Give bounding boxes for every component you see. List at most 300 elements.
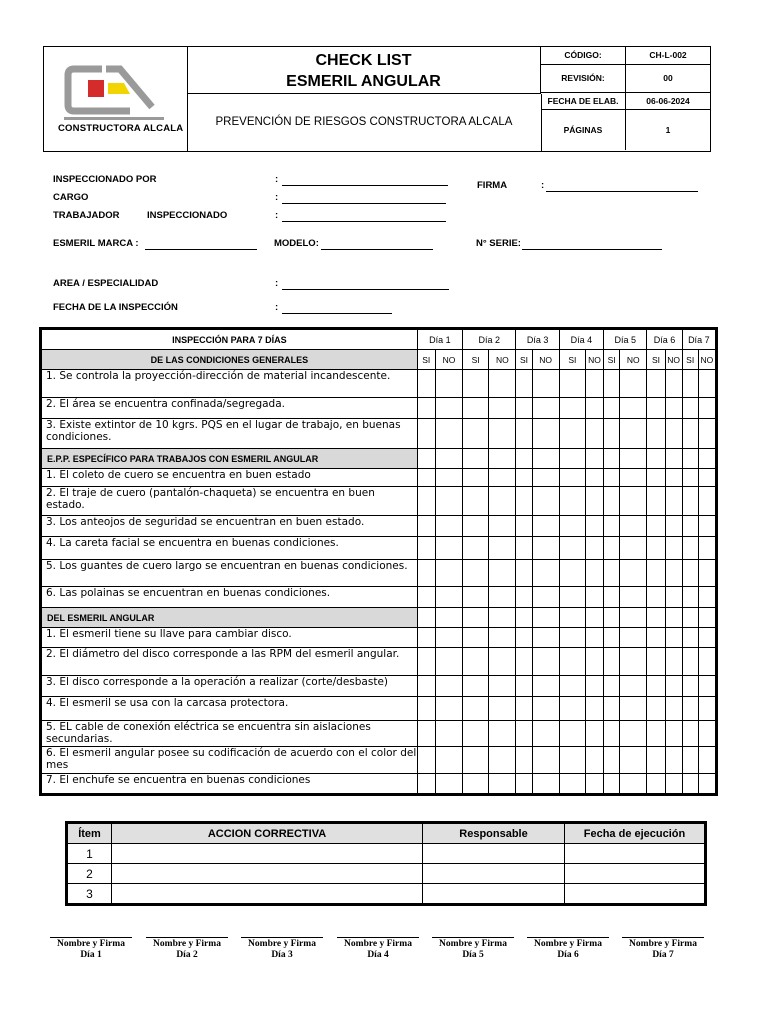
signature-block[interactable] — [146, 937, 228, 961]
si-checkbox[interactable] — [463, 587, 489, 608]
si-checkbox[interactable] — [647, 469, 665, 487]
checklist-item — [42, 560, 716, 587]
no-checkbox[interactable] — [698, 697, 715, 721]
checklist-table — [39, 327, 718, 796]
signature-day: Día 4 — [367, 950, 389, 960]
esmeril-section-title: DEL ESMERIL ANGULAR — [42, 608, 418, 628]
section-row — [42, 608, 716, 628]
no-checkbox[interactable] — [532, 560, 559, 587]
si-checkbox[interactable] — [559, 697, 585, 721]
no-checkbox[interactable] — [665, 587, 682, 608]
no-checkbox[interactable] — [698, 487, 715, 516]
si-checkbox[interactable] — [417, 676, 435, 697]
no-checkbox[interactable] — [698, 537, 715, 560]
si-checkbox[interactable] — [647, 697, 665, 721]
no-checkbox[interactable] — [665, 774, 682, 794]
si-checkbox[interactable] — [647, 516, 665, 537]
no-checkbox[interactable] — [665, 469, 682, 487]
no-checkbox[interactable] — [620, 628, 647, 648]
si-checkbox[interactable] — [463, 516, 489, 537]
si-checkbox[interactable] — [647, 587, 665, 608]
no-checkbox[interactable] — [585, 398, 603, 419]
checklist-item — [42, 721, 716, 747]
si-checkbox[interactable] — [417, 697, 435, 721]
no-checkbox[interactable] — [698, 469, 715, 487]
no-checkbox[interactable] — [620, 469, 647, 487]
si-checkbox[interactable] — [516, 676, 532, 697]
no-checkbox[interactable] — [585, 516, 603, 537]
no-checkbox[interactable] — [489, 648, 516, 676]
no-checkbox[interactable] — [532, 398, 559, 419]
si-checkbox[interactable] — [516, 774, 532, 794]
si-checkbox[interactable] — [463, 487, 489, 516]
no-checkbox[interactable] — [532, 648, 559, 676]
empty-cell — [682, 608, 698, 628]
corrective-actions-table — [65, 821, 707, 906]
si-checkbox[interactable] — [604, 516, 620, 537]
no-checkbox[interactable] — [585, 469, 603, 487]
no-checkbox[interactable] — [665, 487, 682, 516]
si-checkbox[interactable] — [682, 516, 698, 537]
document-header — [43, 46, 711, 152]
no-checkbox[interactable] — [435, 587, 462, 608]
si-checkbox[interactable] — [516, 747, 532, 774]
accion-cell[interactable] — [112, 884, 423, 904]
si-checkbox[interactable] — [647, 487, 665, 516]
no-header: NO — [532, 350, 559, 370]
si-checkbox[interactable] — [559, 516, 585, 537]
si-checkbox[interactable] — [559, 747, 585, 774]
si-checkbox[interactable] — [463, 419, 489, 449]
no-checkbox[interactable] — [435, 370, 462, 398]
no-checkbox[interactable] — [698, 370, 715, 398]
no-checkbox[interactable] — [620, 676, 647, 697]
si-checkbox[interactable] — [463, 774, 489, 794]
no-checkbox[interactable] — [489, 587, 516, 608]
checklist-item — [42, 587, 716, 608]
si-checkbox[interactable] — [559, 487, 585, 516]
no-checkbox[interactable] — [489, 747, 516, 774]
si-checkbox[interactable] — [647, 370, 665, 398]
responsable-cell[interactable] — [423, 844, 565, 864]
signature-day: Día 3 — [271, 950, 293, 960]
signature-block[interactable] — [527, 937, 609, 961]
no-checkbox[interactable] — [620, 648, 647, 676]
no-checkbox[interactable] — [585, 721, 603, 747]
si-checkbox[interactable] — [559, 398, 585, 419]
inspeccionado-por-field[interactable] — [282, 174, 448, 186]
no-checkbox[interactable] — [698, 747, 715, 774]
checklist-item — [42, 628, 716, 648]
no-checkbox[interactable] — [585, 487, 603, 516]
no-checkbox[interactable] — [665, 537, 682, 560]
checklist-item — [42, 516, 716, 537]
si-checkbox[interactable] — [559, 370, 585, 398]
si-checkbox[interactable] — [682, 697, 698, 721]
checklist-item — [42, 747, 716, 774]
si-checkbox[interactable] — [647, 774, 665, 794]
checklist-item — [42, 419, 716, 449]
no-checkbox[interactable] — [489, 537, 516, 560]
si-checkbox[interactable] — [682, 560, 698, 587]
codigo-value: CH-L-002 — [626, 47, 711, 64]
si-checkbox[interactable] — [463, 697, 489, 721]
si-checkbox[interactable] — [682, 648, 698, 676]
no-checkbox[interactable] — [585, 648, 603, 676]
no-checkbox[interactable] — [489, 676, 516, 697]
no-checkbox[interactable] — [489, 516, 516, 537]
si-checkbox[interactable] — [682, 537, 698, 560]
no-checkbox[interactable] — [585, 537, 603, 560]
no-checkbox[interactable] — [532, 537, 559, 560]
empty-cell — [647, 608, 665, 628]
no-checkbox[interactable] — [698, 587, 715, 608]
no-checkbox[interactable] — [698, 398, 715, 419]
si-checkbox[interactable] — [682, 774, 698, 794]
si-checkbox[interactable] — [516, 648, 532, 676]
si-checkbox[interactable] — [516, 537, 532, 560]
no-checkbox[interactable] — [620, 487, 647, 516]
item-number: 1 — [68, 844, 112, 864]
si-checkbox[interactable] — [417, 721, 435, 747]
no-checkbox[interactable] — [585, 697, 603, 721]
no-checkbox[interactable] — [435, 697, 462, 721]
si-checkbox[interactable] — [417, 560, 435, 587]
no-checkbox[interactable] — [698, 628, 715, 648]
no-checkbox[interactable] — [620, 370, 647, 398]
accion-cell[interactable] — [112, 864, 423, 884]
si-checkbox[interactable] — [647, 419, 665, 449]
si-checkbox[interactable] — [516, 697, 532, 721]
no-checkbox[interactable] — [585, 560, 603, 587]
no-checkbox[interactable] — [665, 560, 682, 587]
signature-label: Nombre y Firma — [153, 939, 221, 949]
empty-cell — [698, 608, 715, 628]
si-checkbox[interactable] — [417, 774, 435, 794]
si-checkbox[interactable] — [604, 747, 620, 774]
no-checkbox[interactable] — [489, 469, 516, 487]
no-checkbox[interactable] — [489, 487, 516, 516]
area-field[interactable] — [282, 278, 449, 290]
no-checkbox[interactable] — [620, 419, 647, 449]
no-checkbox[interactable] — [620, 398, 647, 419]
item-text: 4. La careta facial se encuentra en buenas condiciones. — [42, 537, 418, 560]
no-checkbox[interactable] — [665, 747, 682, 774]
empty-cell — [532, 608, 559, 628]
colon: : — [275, 192, 279, 203]
signature-block[interactable] — [337, 937, 419, 961]
no-checkbox[interactable] — [585, 419, 603, 449]
no-checkbox[interactable] — [620, 587, 647, 608]
no-checkbox[interactable] — [532, 628, 559, 648]
si-checkbox[interactable] — [682, 587, 698, 608]
no-checkbox[interactable] — [435, 469, 462, 487]
no-checkbox[interactable] — [698, 721, 715, 747]
empty-cell — [516, 608, 532, 628]
si-checkbox[interactable] — [463, 721, 489, 747]
no-checkbox[interactable] — [620, 774, 647, 794]
si-checkbox[interactable] — [604, 676, 620, 697]
si-checkbox[interactable] — [682, 469, 698, 487]
no-checkbox[interactable] — [620, 721, 647, 747]
si-checkbox[interactable] — [604, 721, 620, 747]
empty-cell — [620, 449, 647, 469]
fecha-cell[interactable] — [565, 884, 705, 904]
si-checkbox[interactable] — [559, 721, 585, 747]
si-checkbox[interactable] — [417, 628, 435, 648]
no-checkbox[interactable] — [532, 721, 559, 747]
no-checkbox[interactable] — [489, 697, 516, 721]
item-text: 3. El disco corresponde a la operación a realizar (corte/desbaste) — [42, 676, 418, 697]
no-checkbox[interactable] — [698, 560, 715, 587]
paginas-label: PÁGINAS — [541, 109, 626, 150]
si-checkbox[interactable] — [604, 537, 620, 560]
fecha-inspeccion-field[interactable] — [282, 302, 392, 314]
si-checkbox[interactable] — [604, 697, 620, 721]
item-text: 3. Existe extintor de 10 kgrs. PQS en el lugar de trabajo, en buenas condiciones. — [42, 419, 418, 449]
no-checkbox[interactable] — [585, 587, 603, 608]
si-checkbox[interactable] — [463, 628, 489, 648]
si-checkbox[interactable] — [417, 398, 435, 419]
si-checkbox[interactable] — [463, 676, 489, 697]
no-checkbox[interactable] — [665, 721, 682, 747]
si-checkbox[interactable] — [516, 370, 532, 398]
no-checkbox[interactable] — [435, 628, 462, 648]
day-header: Día 1 — [417, 330, 462, 350]
no-checkbox[interactable] — [532, 370, 559, 398]
no-checkbox[interactable] — [435, 419, 462, 449]
no-checkbox[interactable] — [435, 747, 462, 774]
si-checkbox[interactable] — [463, 469, 489, 487]
si-checkbox[interactable] — [463, 370, 489, 398]
item-number: 2 — [68, 864, 112, 884]
codigo-label: CÓDIGO: — [541, 47, 626, 64]
trabajador-field[interactable] — [282, 210, 446, 222]
si-checkbox[interactable] — [682, 419, 698, 449]
fecha-cell[interactable] — [565, 864, 705, 884]
si-checkbox[interactable] — [647, 628, 665, 648]
si-checkbox[interactable] — [647, 721, 665, 747]
no-header: NO — [435, 350, 462, 370]
responsable-cell[interactable] — [423, 884, 565, 904]
empty-cell — [489, 449, 516, 469]
no-checkbox[interactable] — [665, 516, 682, 537]
si-checkbox[interactable] — [604, 587, 620, 608]
si-checkbox[interactable] — [647, 537, 665, 560]
no-checkbox[interactable] — [435, 648, 462, 676]
no-checkbox[interactable] — [532, 487, 559, 516]
si-checkbox[interactable] — [604, 628, 620, 648]
empty-cell — [682, 449, 698, 469]
si-checkbox[interactable] — [463, 648, 489, 676]
checklist-item — [42, 398, 716, 419]
fecha-cell[interactable] — [565, 844, 705, 864]
si-checkbox[interactable] — [604, 774, 620, 794]
si-checkbox[interactable] — [516, 469, 532, 487]
si-checkbox[interactable] — [682, 721, 698, 747]
n-serie-field[interactable] — [522, 238, 662, 250]
si-checkbox[interactable] — [647, 648, 665, 676]
no-checkbox[interactable] — [435, 774, 462, 794]
no-checkbox[interactable] — [698, 516, 715, 537]
si-checkbox[interactable] — [647, 398, 665, 419]
trabajador-label: TRABAJADOR — [53, 210, 120, 221]
no-checkbox[interactable] — [489, 721, 516, 747]
no-checkbox[interactable] — [435, 560, 462, 587]
revision-value: 00 — [626, 64, 711, 92]
firma-field[interactable] — [546, 180, 698, 192]
no-checkbox[interactable] — [435, 721, 462, 747]
si-checkbox[interactable] — [682, 370, 698, 398]
cargo-label: CARGO — [53, 192, 89, 203]
no-checkbox[interactable] — [665, 398, 682, 419]
si-checkbox[interactable] — [516, 587, 532, 608]
si-checkbox[interactable] — [417, 419, 435, 449]
checklist-item — [42, 487, 716, 516]
si-checkbox[interactable] — [463, 560, 489, 587]
no-checkbox[interactable] — [489, 398, 516, 419]
cargo-field[interactable] — [282, 192, 446, 204]
si-checkbox[interactable] — [604, 398, 620, 419]
no-checkbox[interactable] — [435, 516, 462, 537]
no-checkbox[interactable] — [532, 587, 559, 608]
si-checkbox[interactable] — [463, 537, 489, 560]
no-checkbox[interactable] — [585, 747, 603, 774]
si-checkbox[interactable] — [417, 487, 435, 516]
si-checkbox[interactable] — [516, 516, 532, 537]
si-checkbox[interactable] — [417, 516, 435, 537]
si-checkbox[interactable] — [559, 469, 585, 487]
col-item: Ítem — [68, 824, 112, 844]
signature-block[interactable] — [432, 937, 514, 961]
firma-label: FIRMA — [477, 180, 508, 191]
no-header: NO — [665, 350, 682, 370]
no-checkbox[interactable] — [620, 697, 647, 721]
no-checkbox[interactable] — [698, 676, 715, 697]
si-checkbox[interactable] — [417, 537, 435, 560]
empty-cell — [532, 449, 559, 469]
si-checkbox[interactable] — [559, 537, 585, 560]
signature-block[interactable] — [50, 937, 132, 961]
si-checkbox[interactable] — [604, 648, 620, 676]
si-checkbox[interactable] — [516, 560, 532, 587]
si-checkbox[interactable] — [417, 370, 435, 398]
no-checkbox[interactable] — [532, 676, 559, 697]
no-checkbox[interactable] — [698, 419, 715, 449]
no-checkbox[interactable] — [435, 676, 462, 697]
no-checkbox[interactable] — [489, 774, 516, 794]
no-checkbox[interactable] — [585, 370, 603, 398]
no-checkbox[interactable] — [532, 774, 559, 794]
empty-cell — [435, 449, 462, 469]
no-checkbox[interactable] — [489, 560, 516, 587]
si-checkbox[interactable] — [682, 676, 698, 697]
no-checkbox[interactable] — [620, 537, 647, 560]
si-checkbox[interactable] — [559, 628, 585, 648]
no-checkbox[interactable] — [665, 419, 682, 449]
si-checkbox[interactable] — [604, 487, 620, 516]
no-checkbox[interactable] — [585, 628, 603, 648]
no-checkbox[interactable] — [698, 774, 715, 794]
si-checkbox[interactable] — [516, 419, 532, 449]
no-checkbox[interactable] — [665, 628, 682, 648]
si-checkbox[interactable] — [647, 676, 665, 697]
no-checkbox[interactable] — [532, 747, 559, 774]
si-checkbox[interactable] — [559, 676, 585, 697]
accion-cell[interactable] — [112, 844, 423, 864]
si-checkbox[interactable] — [604, 370, 620, 398]
si-checkbox[interactable] — [516, 398, 532, 419]
no-checkbox[interactable] — [532, 419, 559, 449]
no-checkbox[interactable] — [489, 628, 516, 648]
no-checkbox[interactable] — [532, 697, 559, 721]
si-checkbox[interactable] — [559, 419, 585, 449]
si-checkbox[interactable] — [516, 628, 532, 648]
si-checkbox[interactable] — [604, 560, 620, 587]
si-checkbox[interactable] — [417, 648, 435, 676]
si-checkbox[interactable] — [604, 469, 620, 487]
si-checkbox[interactable] — [463, 747, 489, 774]
si-checkbox[interactable] — [682, 628, 698, 648]
no-checkbox[interactable] — [489, 419, 516, 449]
no-checkbox[interactable] — [435, 487, 462, 516]
si-checkbox[interactable] — [417, 469, 435, 487]
no-checkbox[interactable] — [489, 370, 516, 398]
si-checkbox[interactable] — [516, 487, 532, 516]
day-header: Día 7 — [682, 330, 715, 350]
signature-block[interactable] — [622, 937, 704, 961]
si-checkbox[interactable] — [682, 398, 698, 419]
si-checkbox[interactable] — [559, 587, 585, 608]
si-checkbox[interactable] — [559, 774, 585, 794]
no-checkbox[interactable] — [585, 676, 603, 697]
logo-icon — [44, 47, 187, 151]
empty-cell — [604, 608, 620, 628]
no-checkbox[interactable] — [665, 648, 682, 676]
no-checkbox[interactable] — [532, 469, 559, 487]
empty-cell — [559, 608, 585, 628]
signature-block[interactable] — [241, 937, 323, 961]
no-checkbox[interactable] — [620, 560, 647, 587]
no-checkbox[interactable] — [532, 516, 559, 537]
si-checkbox[interactable] — [682, 747, 698, 774]
no-checkbox[interactable] — [435, 537, 462, 560]
si-checkbox[interactable] — [682, 487, 698, 516]
responsable-cell[interactable] — [423, 864, 565, 884]
si-checkbox[interactable] — [559, 560, 585, 587]
no-checkbox[interactable] — [665, 370, 682, 398]
area-label: AREA / ESPECIALIDAD — [53, 278, 159, 289]
si-checkbox[interactable] — [463, 398, 489, 419]
si-checkbox[interactable] — [647, 560, 665, 587]
esmeril-marca-field[interactable] — [145, 238, 257, 250]
no-checkbox[interactable] — [698, 648, 715, 676]
no-checkbox[interactable] — [620, 747, 647, 774]
no-checkbox[interactable] — [665, 697, 682, 721]
no-checkbox[interactable] — [585, 774, 603, 794]
document-title — [187, 47, 541, 94]
no-checkbox[interactable] — [665, 676, 682, 697]
no-checkbox[interactable] — [435, 398, 462, 419]
no-checkbox[interactable] — [620, 516, 647, 537]
si-checkbox[interactable] — [417, 747, 435, 774]
si-checkbox[interactable] — [604, 419, 620, 449]
si-checkbox[interactable] — [647, 747, 665, 774]
si-checkbox[interactable] — [417, 587, 435, 608]
si-checkbox[interactable] — [559, 648, 585, 676]
si-checkbox[interactable] — [516, 721, 532, 747]
modelo-field[interactable] — [321, 238, 433, 250]
